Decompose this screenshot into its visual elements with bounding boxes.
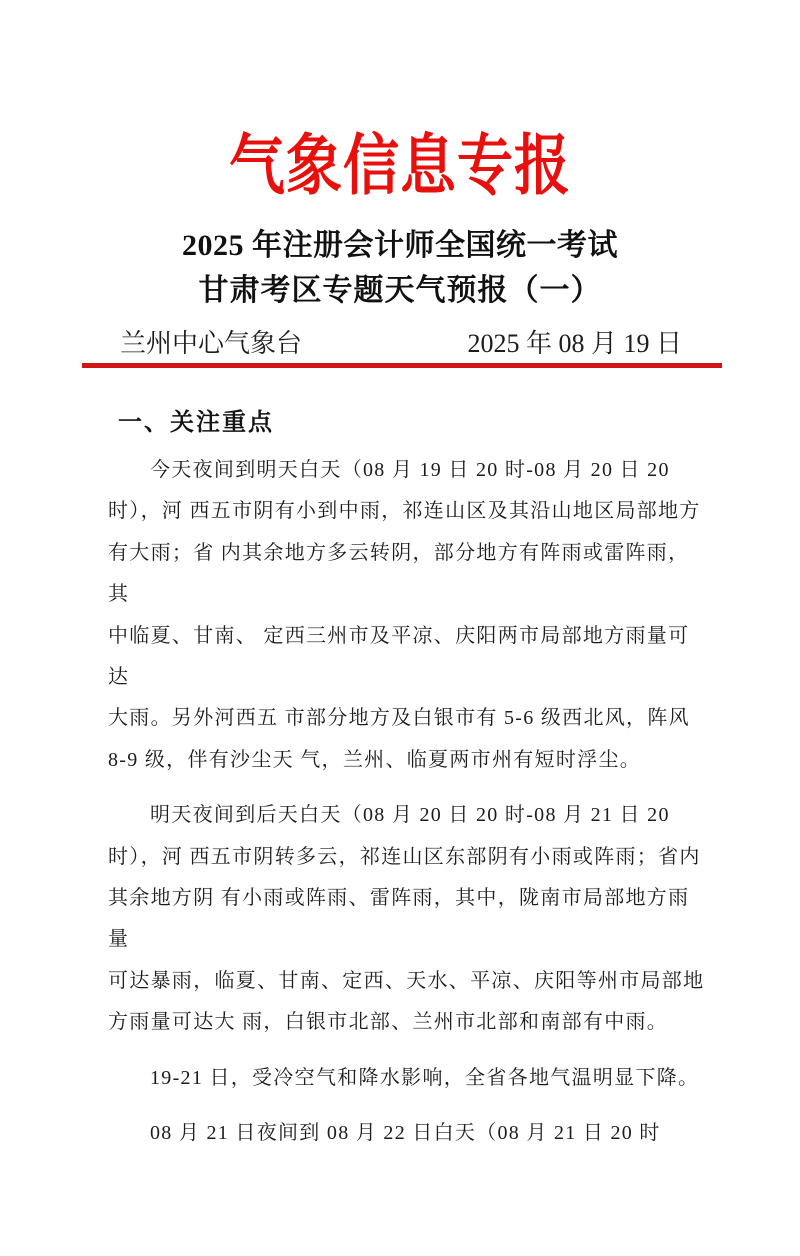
paragraph-line: 时），河 西五市阴转多云，祁连山区东部阴有小雨或阵雨；省内 <box>108 845 701 868</box>
paragraph-line: 8-9 级，伴有沙尘天 气，兰州、临夏两市州有短时浮尘。 <box>108 748 642 771</box>
red-divider-rule <box>82 363 722 368</box>
section-heading: 一、关注重点 <box>118 410 274 436</box>
paragraph-line: 08 月 21 日夜间到 08 月 22 日白天（08 月 21 日 20 时 <box>150 1122 661 1145</box>
meta-row <box>120 328 682 360</box>
paragraph <box>108 795 710 1043</box>
paragraph-line: 中临夏、甘南、 定西三州市及平凉、庆阳两市局部地方雨量可达 <box>108 624 690 689</box>
paragraph-line: 明天夜间到后天白天（08 月 20 日 20 时-08 月 21 日 20 <box>150 804 670 827</box>
paragraph-line: 时），河 西五市阴有小到中雨，祁连山区及其沿山地区局部地方 <box>108 500 701 523</box>
paragraph-line: 大雨。另外河西五 市部分地方及白银市有 5-6 级西北风，阵风 <box>108 707 690 730</box>
paragraph-line: 可达暴雨，临夏、甘南、定西、天水、平凉、庆阳等州市局部地 <box>108 969 705 992</box>
paragraph-line: 今天夜间到明天白天（08 月 19 日 20 时-08 月 20 日 20 <box>150 459 670 481</box>
document-title: 气象信息专报 <box>229 130 571 204</box>
issue-date: 2025 年 08 月 19 日 <box>467 329 682 358</box>
paragraph-line: 有大雨；省 内其余地方多云转阴，部分地方有阵雨或雷阵雨，其 <box>108 541 690 606</box>
issuer-name: 兰州中心气象台 <box>120 329 303 358</box>
paragraph <box>108 450 710 781</box>
paragraph <box>108 1113 710 1154</box>
body-paragraphs <box>108 450 710 1155</box>
paragraph <box>108 1058 710 1099</box>
paragraph-line: 其余地方阴 有小雨或阵雨、雷阵雨，其中，陇南市局部地方雨量 <box>108 887 690 951</box>
subtitle-line-2: 甘肃考区专题天气预报（一） <box>198 274 602 307</box>
subtitle-line-1: 2025 年注册会计师全国统一考试 <box>182 229 618 262</box>
paragraph-line: 19-21 日，受冷空气和降水影响，全省各地气温明显下降。 <box>150 1066 700 1089</box>
document-page <box>0 124 800 1256</box>
paragraph-line: 方雨量可达大 雨，白银市北部、兰州市北部和南部有中雨。 <box>108 1011 669 1034</box>
